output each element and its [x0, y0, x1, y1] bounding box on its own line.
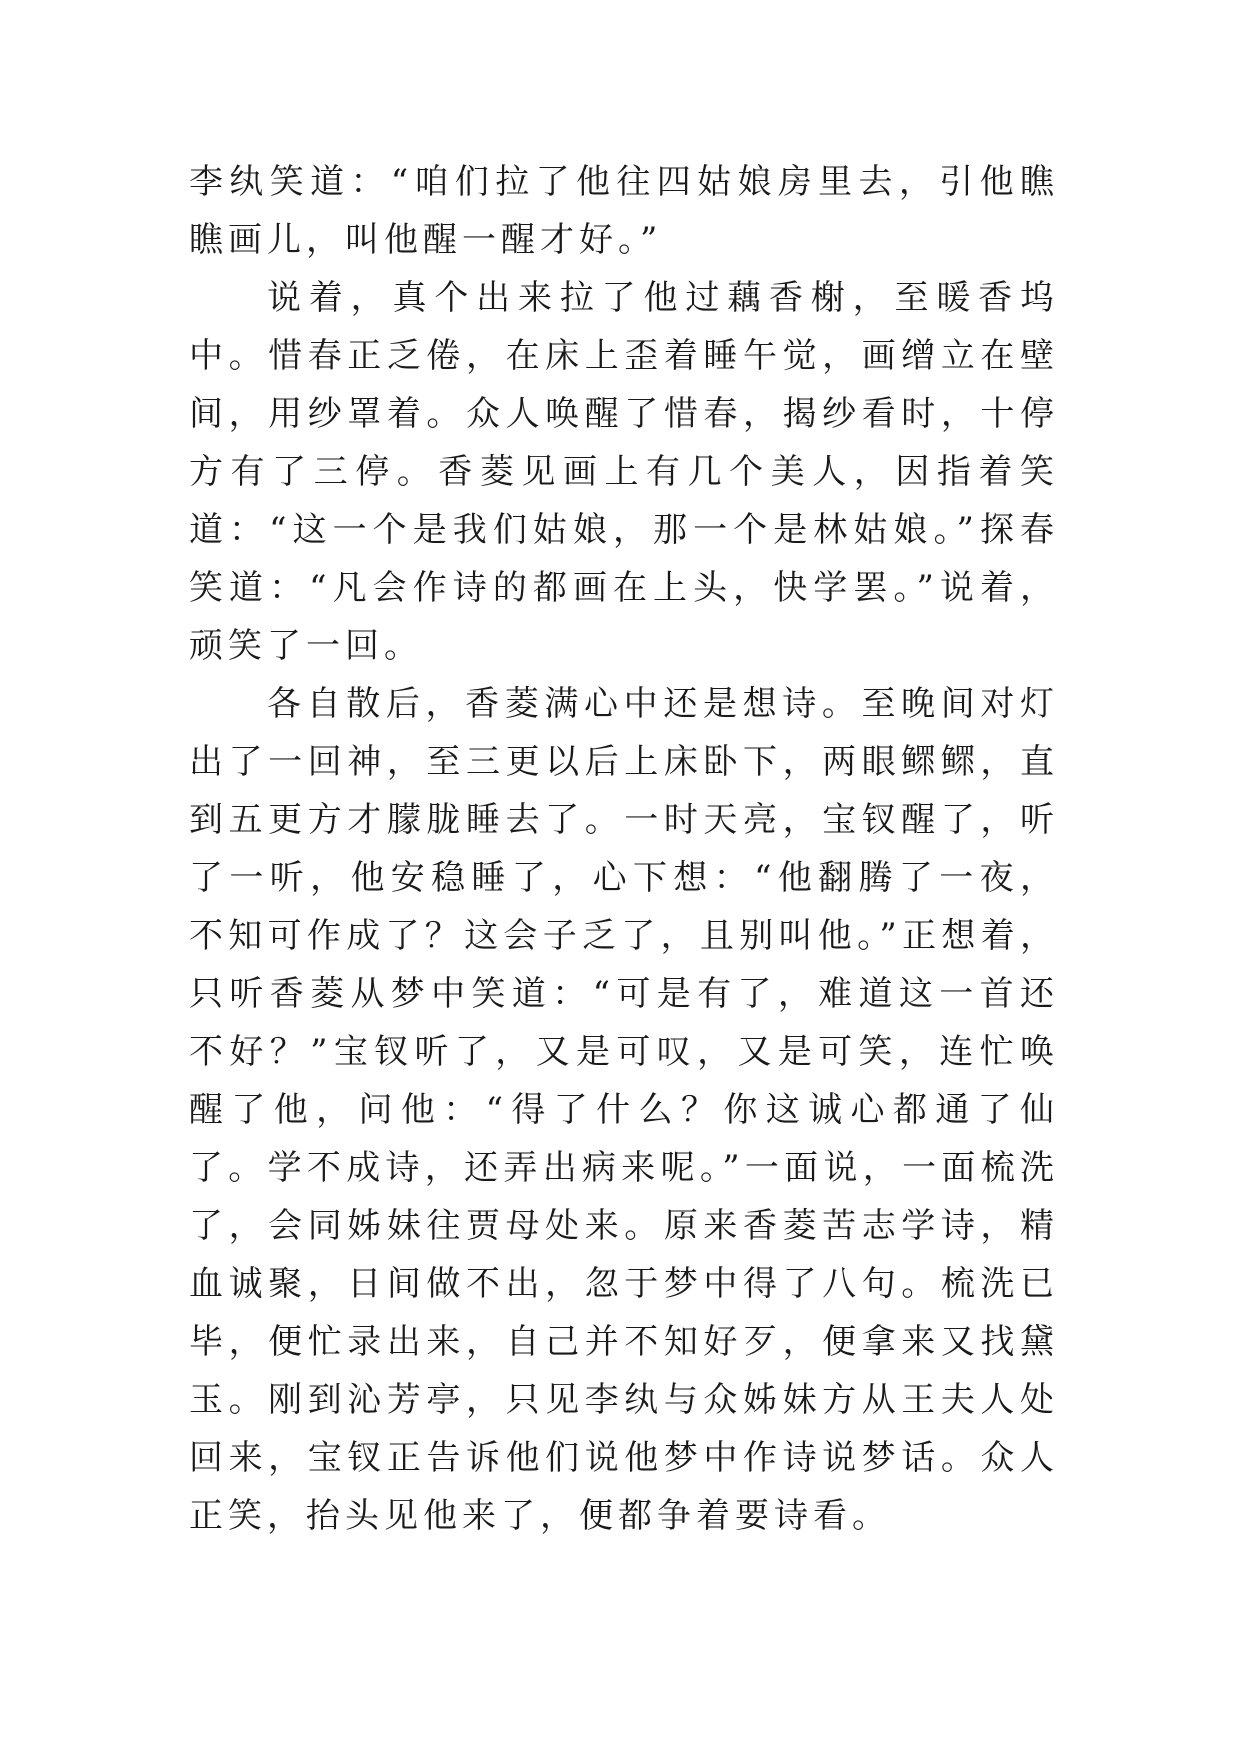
paragraph: 说着，真个出来拉了他过藕香榭，至暖香坞中。惜春正乏倦，在床上歪着睡午觉，画缯立在壁间，用纱罩着。众人唤醒了惜春，揭纱看时，十停方有了三停。香菱见画上有几个美人，因指着笑道：“这一个是我们姑娘，那一个是林姑娘。”探春笑道：“凡会作诗的都画在上头，快学罢。”说着，顽笑了一回。 [189, 278, 1059, 666]
paragraph: 李纨笑道：“咱们拉了他往四姑娘房里去，引他瞧瞧画儿，叫他醒一醒才好。” [189, 162, 1059, 260]
paragraph: 各自散后，香菱满心中还是想诗。至晚间对灯出了一回神，至三更以后上床卧下，两眼鳏鳏，直到五更方才朦胧睡去了。一时天亮，宝钗醒了，听了一听，他安稳睡了，心下想：“他翻腾了一夜，不知可作成了？这会子乏了，且别叫他。”正想着，只听香菱从梦中笑道：“可是有了，难道这一首还不好？”宝钗听了，又是可叹，又是可笑，连忙唤醒了他，问他：“得了什么？你这诚心都通了仙了。学不成诗，还弄出病来呢。”一面说，一面梳洗了，会同姊妹往贾母处来。原来香菱苦志学诗，精血诚聚，日间做不出，忽于梦中得了八句。梳洗已毕，便忙录出来，自己并不知好歹，便拿来又找黛玉。刚到沁芳亭，只见李纨与众姊妹方从王夫人处回来，宝钗正告诉他们说他梦中作诗说梦话。众人正笑，抬头见他来了，便都争着要诗看。 [189, 684, 1059, 1536]
document-body [189, 153, 1059, 1545]
